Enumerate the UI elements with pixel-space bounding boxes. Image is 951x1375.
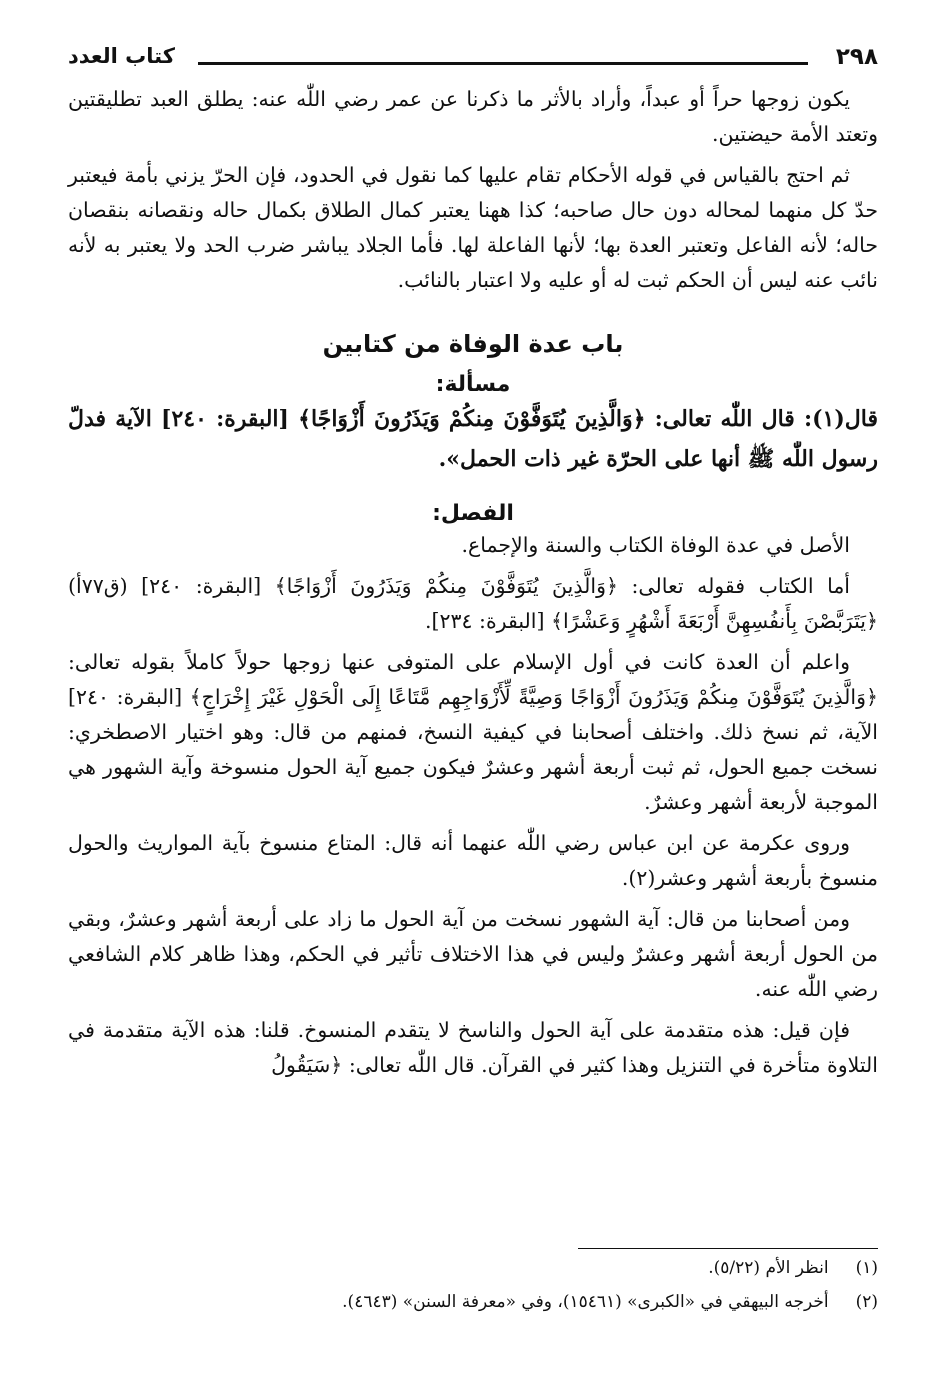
section-title: باب عدة الوفاة من كتابين [322,330,624,358]
footnote-number: (١) [855,1258,878,1278]
footnote [68,1287,878,1317]
page [68,40,878,1089]
footnote-number: (٢) [855,1292,878,1312]
paragraph: أما الكتاب فقوله تعالى: ﴿وَالَّذِينَ يُتَوَفَّوْنَ مِنكُمْ وَيَذَرُونَ أَزْوَاجًا﴾ [البقرة: ٢٤٠] (ق٧٧أ) ﴿يَتَرَبَّصْنَ بِأَنفُسِهِنَّ أَرْبَعَةَ أَشْهُرٍ وَعَشْرًا﴾ [البقرة: ٢٣٤]. [68,574,878,633]
header-rule [198,62,808,65]
footnote-rule [578,1248,878,1249]
footnotes [68,1248,878,1317]
footnote [68,1253,878,1283]
masala-label: مسألة: [435,372,511,397]
paragraph: ومن أصحابنا من قال: آية الشهور نسخت من آية الحول ما زاد على أربعة أشهر وعشرٌ، وبقي من الحول أربعة أشهر وعشرٌ وليس في هذا الاختلاف تأثير في الحكم، وهذا ظاهر كلام الشافعي رضي اللّٰه عنه. [68,907,878,1001]
book-title: كتاب العدد [68,44,175,68]
paragraph: الأصل في عدة الوفاة الكتاب والسنة والإجماع. [461,533,850,557]
paragraph: يكون زوجها حراً أو عبداً، وأراد بالأثر ما ذكرنا عن عمر رضي اللّٰه عنه: يطلق العبد تطليقتين وتعتد الأمة حيضتين. [68,87,878,146]
fasl-label: الفصل: [432,501,514,526]
paragraph: ثم احتج بالقياس في قوله الأحكام تقام عليها كما نقول في الحدود، فإن الحرّ يزني بأمة فيعتبر حدّ كل منهما لمحاله دون حال صاحبه؛ كذا ههنا يعتبر كمال الطلاق بكمال حاله ونقصانه بنقصان حاله؛ لأنه الفاعل وتعتبر العدة بها؛ لأنها الفاعلة لها. فأما الجلاد يباشر ضرب الحد ولا يعتبر به لأنه نائب عنه ليس أن الحكم ثبت له أو عليه ولا اعتبار بالنائب. [68,163,878,292]
running-header [68,40,878,82]
page-number: ٢٩٨ [835,44,878,70]
masala-text: قال(١): قال اللّٰه تعالى: ﴿وَالَّذِينَ يُتَوَفَّوْنَ مِنكُمْ وَيَذَرُونَ أَزْوَاجًا﴾ [البقرة: ٢٤٠] الآية فدلّ رسول اللّٰه ﷺ أنها على الحرّة غير ذات الحمل». [68,406,878,472]
footnote-text: أخرجه البيهقي في «الكبرى» (١٥٤٦١)، وفي «معرفة السنن» (٤٦٤٣). [342,1292,829,1312]
paragraph: واعلم أن العدة كانت في أول الإسلام على المتوفى عنها زوجها حولاً كاملاً بقوله تعالى: ﴿وَالَّذِينَ يُتَوَفَّوْنَ مِنكُمْ وَيَذَرُونَ أَزْوَاجًا وَصِيَّةً لِّأَزْوَاجِهِم مَّتَاعًا إِلَى الْحَوْلِ غَيْرَ إِخْرَاجٍ﴾ [البقرة: ٢٤٠] الآية، ثم نسخ ذلك. واختلف أصحابنا في كيفية النسخ، فمنهم من قال: وهو اختيار الاصطخري: نسخت جميع الحول، ثم ثبت أربعة أشهر وعشرٌ فيكون جميع آية الحول منسوخة وآية الشهور هي الموجبة لأربعة أشهر وعشرٌ. [68,650,878,814]
paragraph: فإن قيل: هذه متقدمة على آية الحول والناسخ لا يتقدم المنسوخ. قلنا: هذه الآية متقدمة في التلاوة متأخرة في التنزيل وهذا كثير في القرآن. قال اللّٰه تعالى: ﴿سَيَقُولُ [68,1018,878,1077]
paragraph: وروى عكرمة عن ابن عباس رضي اللّٰه عنهما أنه قال: المتاع منسوخ بآية المواريث والحول منسوخ بأربعة أشهر وعشر(٢). [68,831,878,890]
footnote-text: انظر الأم (٥/٢٢). [708,1258,829,1278]
